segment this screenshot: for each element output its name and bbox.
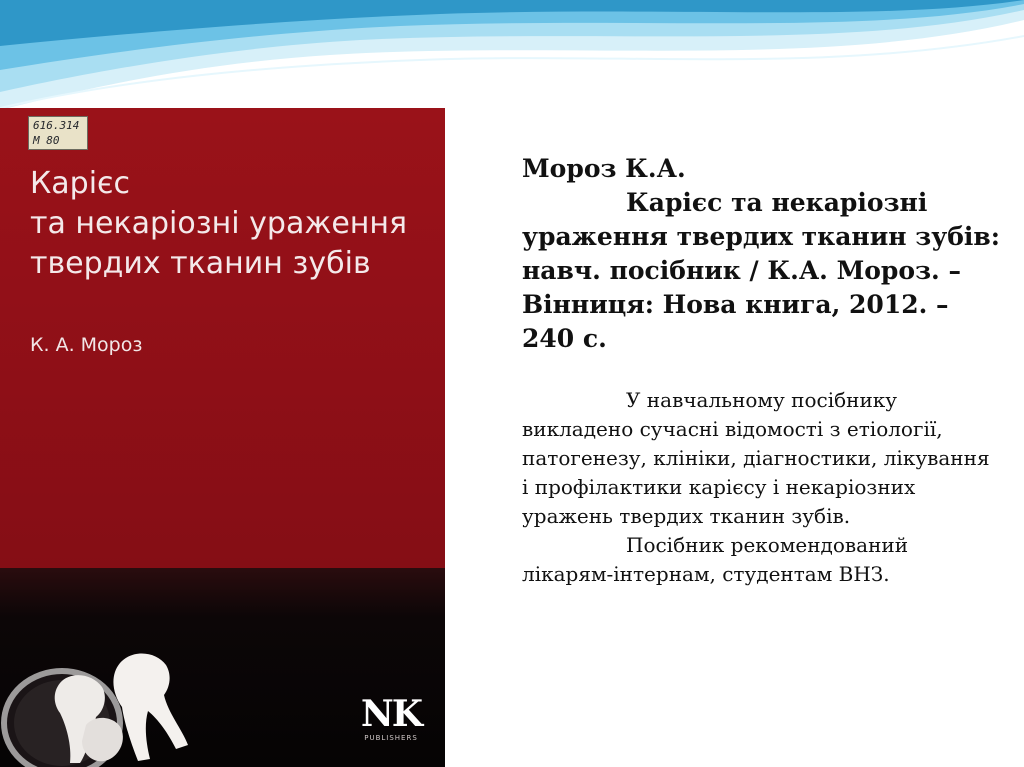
cover-title-line2: та некаріозні ураження (30, 206, 408, 241)
recommendation-text: Посібник рекомендований лікарям-інтернам, студентам ВНЗ. (522, 533, 909, 586)
cover-title-line3: твердих тканин зубів (30, 246, 371, 281)
library-code-sticker (28, 116, 88, 150)
book-cover-image (0, 108, 445, 767)
summary-block (522, 386, 1002, 589)
cover-author: К. А. Мороз (30, 334, 143, 356)
book-description (522, 152, 1002, 589)
library-code-line2: М 80 (33, 134, 60, 147)
citation-author: Мороз К.А. (522, 154, 686, 183)
header-wave-decoration (0, 0, 1024, 120)
citation-block (522, 152, 1002, 356)
cover-title-line1: Карієс (30, 166, 131, 201)
publisher-logo (352, 693, 430, 746)
publisher-mark: NK (360, 693, 422, 735)
teeth-and-mirror-illustration (0, 613, 260, 767)
citation-text: Карієс та некаріозні ураження твердих тканин зубів: навч. посібник / К.А. Мороз. – Вінниця: Нова книга, 2012. – 240 с. (522, 188, 1000, 353)
cover-title (30, 164, 440, 284)
publisher-subtitle: PUBLISHERS (364, 734, 418, 742)
library-code-line1: 616.314 (33, 119, 80, 132)
summary-text: У навчальному посібнику викладено сучасні відомості з етіології, патогенезу, клініки, діагностики, лікування і профілактики карієсу і некаріозних уражень твердих тканин зубів. (522, 388, 990, 528)
